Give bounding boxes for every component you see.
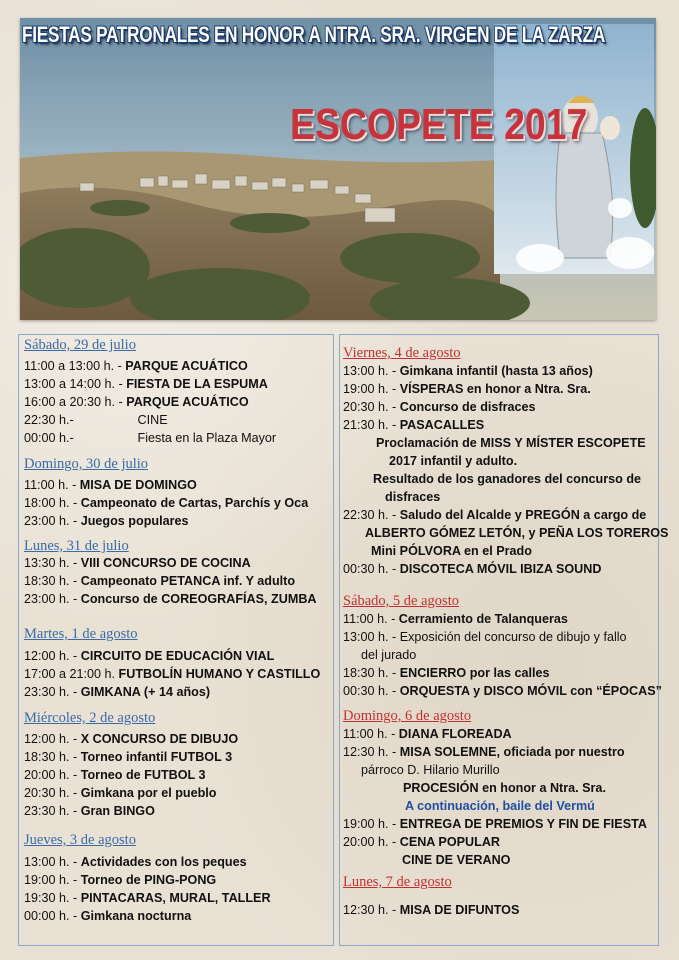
landscape-illustration (20, 18, 656, 320)
event-item: 20:30 h. - Concurso de disfraces (343, 400, 536, 414)
event-item: Proclamación de MISS Y MÍSTER ESCOPETE (376, 436, 646, 450)
event-item: 16:00 a 20:30 h. - PARQUE ACUÁTICO (24, 395, 249, 409)
banner-year-title: ESCOPETE 2017 (290, 100, 588, 149)
day-heading: Jueves, 3 de agosto (24, 832, 136, 848)
event-item: 23:00 h. - Concurso de COREOGRAFÍAS, ZUMBA (24, 592, 317, 606)
event-item: 20:30 h. - Gimkana por el pueblo (24, 786, 217, 800)
event-item: Mini PÓLVORA en el Prado (371, 544, 532, 558)
event-item: 23:00 h. - Juegos populares (24, 514, 189, 528)
event-item: PROCESIÓN en honor a Ntra. Sra. (403, 781, 606, 795)
event-item: del jurado (361, 648, 417, 662)
event-item: Resultado de los ganadores del concurso de (373, 472, 642, 486)
event-item: 12:30 h. - MISA DE DIFUNTOS (343, 903, 520, 917)
day-heading: Viernes, 4 de agosto (343, 345, 461, 361)
event-item: 12:00 h. - X CONCURSO DE DIBUJO (24, 732, 239, 746)
event-item: 23:30 h. - GIMKANA (+ 14 años) (24, 685, 211, 699)
day-heading: Martes, 1 de agosto (24, 626, 138, 642)
event-item: 00:30 h. - DISCOTECA MÓVIL IBIZA SOUND (343, 562, 602, 576)
banner-photo (20, 18, 656, 320)
event-item: 12:00 h. - CIRCUITO DE EDUCACIÓN VIAL (24, 649, 275, 663)
event-item: 19:00 h. - ENTREGA DE PREMIOS Y FIN DE FIESTA (343, 817, 647, 831)
event-item: 2017 infantil y adulto. (389, 454, 518, 468)
event-item: 13:00 h. - Exposición del concurso de dibujo y fallo (343, 630, 627, 644)
event-item: 17:00 a 21:00 h. FUTBOLÍN HUMANO Y CASTILLO (24, 667, 321, 681)
day-heading: Lunes, 7 de agosto (343, 874, 452, 890)
day-heading: Sábado, 5 de agosto (343, 593, 459, 609)
day-heading: Miércoles, 2 de agosto (24, 710, 156, 726)
event-item: 22:30 h.- CINE (24, 413, 168, 427)
event-item: 11:00 h. - MISA DE DOMINGO (24, 478, 197, 492)
event-item: 19:00 h. - Torneo de PING-PONG (24, 873, 217, 887)
event-item: 19:30 h. - PINTACARAS, MURAL, TALLER (24, 891, 271, 905)
event-item: 23:30 h. - Gran BINGO (24, 804, 155, 818)
event-item: 20:00 h. - Torneo de FUTBOL 3 (24, 768, 206, 782)
banner-title: FIESTAS PATRONALES EN HONOR A NTRA. SRA. VIRGEN DE LA ZARZA (22, 22, 606, 47)
event-item: 13:00 h. - Actividades con los peques (24, 855, 247, 869)
event-item: 11:00 h. - DIANA FLOREADA (343, 727, 512, 741)
event-item: 00:00 h. - Gimkana nocturna (24, 909, 192, 923)
event-item: 13:00 h. - Gimkana infantil (hasta 13 años) (343, 364, 593, 378)
event-item: 18:00 h. - Campeonato de Cartas, Parchís y Oca (24, 496, 309, 510)
event-item: 00:00 h.- Fiesta en la Plaza Mayor (24, 431, 277, 445)
event-item: 11:00 a 13:00 h. - PARQUE ACUÁTICO (24, 359, 248, 373)
day-heading: Domingo, 30 de julio (24, 456, 149, 472)
event-item: párroco D. Hilario Murillo (361, 763, 500, 777)
event-item: 19:00 h. - VÍSPERAS en honor a Ntra. Sra. (343, 382, 591, 396)
event-item: 20:00 h. - CENA POPULAR (343, 835, 501, 849)
event-item: 22:30 h. - Saludo del Alcalde y PREGÓN a cargo de (343, 508, 647, 522)
event-highlight: A continuación, baile del Vermú (405, 799, 595, 813)
event-item: 21:30 h. - PASACALLES (343, 418, 485, 432)
event-item: 00:30 h. - ORQUESTA y DISCO MÓVIL con “ÉPOCAS” (343, 684, 662, 698)
event-item: 13:00 a 14:00 h. - FIESTA DE LA ESPUMA (24, 377, 268, 391)
event-item: disfraces (385, 490, 441, 504)
event-item: CINE DE VERANO (402, 853, 511, 867)
event-item: 11:00 h. - Cerramiento de Talanqueras (343, 612, 568, 626)
event-item: 13:30 h. - VIII CONCURSO DE COCINA (24, 556, 251, 570)
event-item: 18:30 h. - ENCIERRO por las calles (343, 666, 550, 680)
event-item: 18:30 h. - Campeonato PETANCA inf. Y adulto (24, 574, 296, 588)
day-heading: Lunes, 31 de julio (24, 538, 129, 554)
day-heading: Domingo, 6 de agosto (343, 708, 472, 724)
day-heading: Sábado, 29 de julio (24, 337, 136, 353)
event-item: 12:30 h. - MISA SOLEMNE, oficiada por nuestro (343, 745, 625, 759)
event-item: 18:30 h. - Torneo infantil FUTBOL 3 (24, 750, 233, 764)
event-item: ALBERTO GÓMEZ LETÓN, y PEÑA LOS TOREROS (365, 526, 669, 540)
